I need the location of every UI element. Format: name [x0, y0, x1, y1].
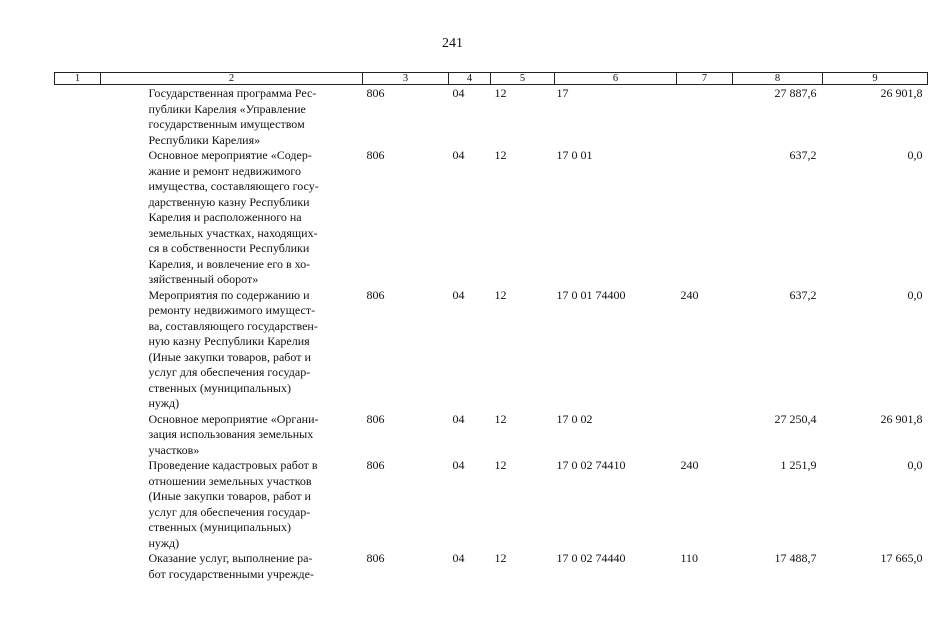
cell-item-name: Государственная программа Рес- публики Карелия «Управление государственным имуществом Республики Карелия» [148, 86, 317, 147]
cell-expense-type [677, 85, 733, 149]
cell-target-article: 17 0 02 74410 [556, 458, 626, 472]
table-row [55, 85, 928, 149]
cell-subsection: 12 [494, 458, 507, 472]
cell-expense-type [677, 412, 733, 459]
cell-item-name: Оказание услуг, выполнение ра- бот государственными учрежде- [148, 551, 314, 581]
cell-amount-year-2: 0,0 [907, 148, 923, 162]
cell-amount-year-1: 1 251,9 [780, 458, 817, 472]
header-col-6: 6 [555, 73, 677, 85]
cell-empty [55, 412, 101, 459]
cell-amount-year-1: 637,2 [789, 148, 817, 162]
table-row [55, 288, 928, 412]
cell-subsection: 12 [494, 411, 507, 426]
cell-amount-year-2: 26 901,8 [880, 86, 923, 100]
cell-amount-year-2: 26 901,8 [880, 411, 923, 426]
cell-ministry-code: 806 [366, 458, 385, 472]
budget-table [54, 72, 928, 582]
cell-target-article: 17 0 02 [556, 411, 593, 426]
table-body [55, 85, 928, 583]
cell-item-name: Мероприятия по содержанию и ремонту недвижимого имущест- ва, составляющего государствен- ную казну Республики Карелия (Иные закупки товаров, работ и услуг для обеспечения государ- ственных (муниципальных) нужд) [148, 287, 318, 410]
cell-ministry-code: 806 [366, 551, 385, 565]
cell-amount-year-1: 17 488,7 [774, 551, 817, 565]
cell-subsection: 12 [494, 551, 507, 565]
header-col-1: 1 [55, 73, 101, 85]
cell-target-article: 17 [556, 86, 569, 100]
cell-item-name: Основное мероприятие «Органи- зация использования земельных участков» [148, 411, 319, 457]
cell-empty [55, 551, 101, 582]
cell-expense-type: 110 [680, 551, 699, 565]
cell-section: 04 [452, 287, 465, 302]
cell-section: 04 [452, 458, 465, 472]
header-col-4: 4 [449, 73, 491, 85]
header-col-5: 5 [491, 73, 555, 85]
cell-target-article: 17 0 02 74440 [556, 551, 626, 565]
header-col-7: 7 [677, 73, 733, 85]
cell-amount-year-1: 637,2 [789, 287, 817, 302]
header-col-9: 9 [823, 73, 928, 85]
table-row [55, 412, 928, 459]
table-row [55, 148, 928, 288]
cell-empty [55, 148, 101, 288]
cell-section: 04 [452, 148, 465, 162]
cell-amount-year-2: 17 665,0 [880, 551, 923, 565]
header-col-8: 8 [733, 73, 823, 85]
cell-item-name: Проведение кадастровых работ в отношении земельных участков (Иные закупки товаров, работ и услуг для обеспечения государ- ственных (муниципальных) нужд) [148, 458, 318, 550]
cell-expense-type: 240 [680, 287, 699, 302]
cell-ministry-code: 806 [366, 411, 385, 426]
header-col-2: 2 [101, 73, 363, 85]
cell-section: 04 [452, 86, 465, 100]
header-row [55, 73, 928, 85]
cell-section: 04 [452, 411, 465, 426]
cell-section: 04 [452, 551, 465, 565]
cell-amount-year-1: 27 250,4 [774, 411, 817, 426]
cell-subsection: 12 [494, 287, 507, 302]
cell-empty [55, 288, 101, 412]
cell-expense-type: 240 [680, 458, 699, 472]
cell-amount-year-2: 0,0 [907, 287, 923, 302]
cell-amount-year-1: 27 887,6 [774, 86, 817, 100]
cell-empty [55, 85, 101, 149]
cell-subsection: 12 [494, 86, 507, 100]
table-row [55, 458, 928, 551]
cell-ministry-code: 806 [366, 148, 385, 162]
cell-expense-type [677, 148, 733, 288]
cell-subsection: 12 [494, 148, 507, 162]
cell-target-article: 17 0 01 74400 [556, 287, 626, 302]
cell-item-name: Основное мероприятие «Содер- жание и ремонт недвижимого имущества, составляющего госу- дарственную казну Республики Карелия и расположенного на земельных участках, находящих- ся в собственности Республики Карелия, и вовлечение его в хо- зяйственный оборот» [148, 148, 319, 286]
page-number: 241 [442, 36, 463, 51]
cell-target-article: 17 0 01 [556, 148, 593, 162]
cell-ministry-code: 806 [366, 287, 385, 302]
table-row [55, 551, 928, 582]
cell-empty [55, 458, 101, 551]
cell-ministry-code: 806 [366, 86, 385, 100]
cell-amount-year-2: 0,0 [907, 458, 923, 472]
header-col-3: 3 [363, 73, 449, 85]
